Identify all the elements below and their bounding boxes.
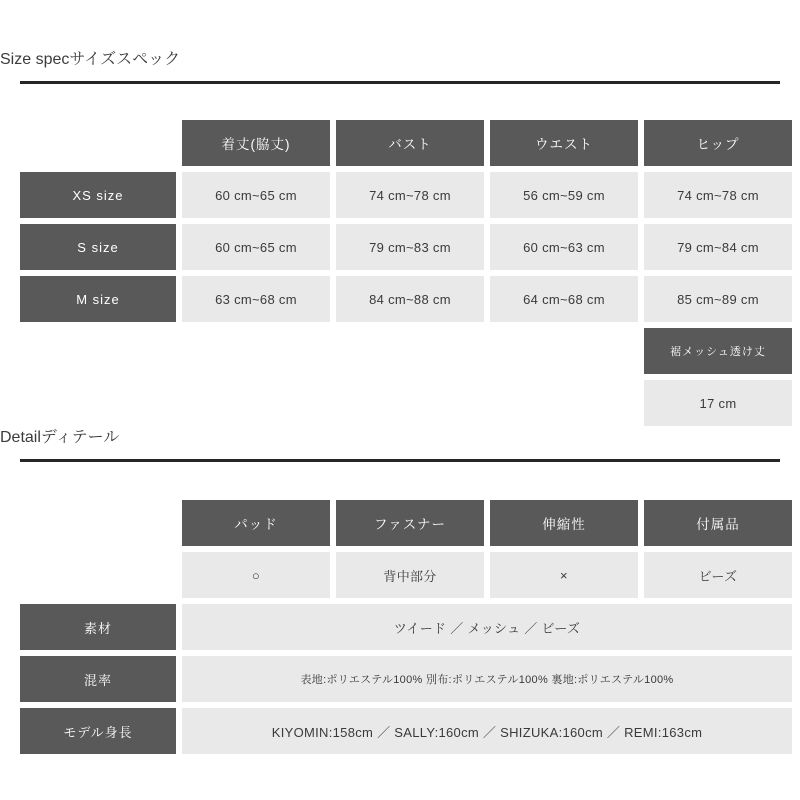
sizespec-col-header: ヒップ bbox=[644, 120, 792, 166]
detail-cell: ○ bbox=[182, 552, 330, 598]
sizespec-row-header: S size bbox=[20, 224, 176, 270]
detail-row-value: KIYOMIN:158cm ／ SALLY:160cm ／ SHIZUKA:160cm ／ REMI:163cm bbox=[182, 708, 792, 754]
sizespec-cell: 79 cm~83 cm bbox=[336, 224, 484, 270]
sizespec-cell: 56 cm~59 cm bbox=[490, 172, 638, 218]
spacer-cell bbox=[182, 380, 330, 426]
sizespec-cell: 64 cm~68 cm bbox=[490, 276, 638, 322]
sizespec-table bbox=[0, 120, 800, 426]
spacer-cell bbox=[490, 380, 638, 426]
detail-row-header: 混率 bbox=[20, 656, 176, 702]
sizespec-col-header: 着丈(脇丈) bbox=[182, 120, 330, 166]
detail-row-value: ツイード ／ メッシュ ／ ビーズ bbox=[182, 604, 792, 650]
detail-row-value: 表地:ポリエステル100% 別布:ポリエステル100% 裏地:ポリエステル100% bbox=[182, 656, 792, 702]
sizespec-cell: 74 cm~78 cm bbox=[336, 172, 484, 218]
sizespec-divider bbox=[20, 81, 780, 84]
sizespec-row-header: M size bbox=[20, 276, 176, 322]
detail-col-header: 伸縮性 bbox=[490, 500, 638, 546]
spacer-cell bbox=[490, 328, 638, 374]
detail-divider bbox=[20, 459, 780, 462]
sizespec-cell: 60 cm~63 cm bbox=[490, 224, 638, 270]
sizespec-row-header: XS size bbox=[20, 172, 176, 218]
sizespec-heading bbox=[0, 46, 800, 84]
detail-corner-cell bbox=[20, 500, 176, 546]
sizespec-cell: 63 cm~68 cm bbox=[182, 276, 330, 322]
sizespec-cell: 74 cm~78 cm bbox=[644, 172, 792, 218]
spacer-cell bbox=[20, 328, 176, 374]
mesh-sheer-length-value: 17 cm bbox=[644, 380, 792, 426]
sizespec-corner-cell bbox=[20, 120, 176, 166]
spacer-cell bbox=[336, 380, 484, 426]
detail-col-header: パッド bbox=[182, 500, 330, 546]
detail-cell: ビーズ bbox=[644, 552, 792, 598]
detail-title-en: Detail bbox=[0, 429, 41, 446]
spacer-cell bbox=[182, 328, 330, 374]
detail-title-ja: ディテール bbox=[40, 429, 120, 446]
detail-row-header: モデル身長 bbox=[20, 708, 176, 754]
detail-table bbox=[0, 500, 800, 754]
mesh-sheer-length-header: 裾メッシュ透け丈 bbox=[644, 328, 792, 374]
detail-col-header: 付属品 bbox=[644, 500, 792, 546]
detail-heading bbox=[0, 424, 800, 462]
spacer-cell bbox=[336, 328, 484, 374]
spacer-cell bbox=[20, 380, 176, 426]
sizespec-cell: 60 cm~65 cm bbox=[182, 172, 330, 218]
spacer-cell bbox=[20, 552, 176, 598]
sizespec-col-header: バスト bbox=[336, 120, 484, 166]
detail-row-header: 素材 bbox=[20, 604, 176, 650]
sizespec-cell: 84 cm~88 cm bbox=[336, 276, 484, 322]
detail-cell: × bbox=[490, 552, 638, 598]
sizespec-title-ja: サイズスペック bbox=[69, 51, 181, 68]
sizespec-title-en: Size spec bbox=[0, 51, 70, 68]
sizespec-cell: 79 cm~84 cm bbox=[644, 224, 792, 270]
sizespec-cell: 60 cm~65 cm bbox=[182, 224, 330, 270]
sizespec-col-header: ウエスト bbox=[490, 120, 638, 166]
detail-col-header: ファスナー bbox=[336, 500, 484, 546]
detail-cell: 背中部分 bbox=[336, 552, 484, 598]
sizespec-cell: 85 cm~89 cm bbox=[644, 276, 792, 322]
